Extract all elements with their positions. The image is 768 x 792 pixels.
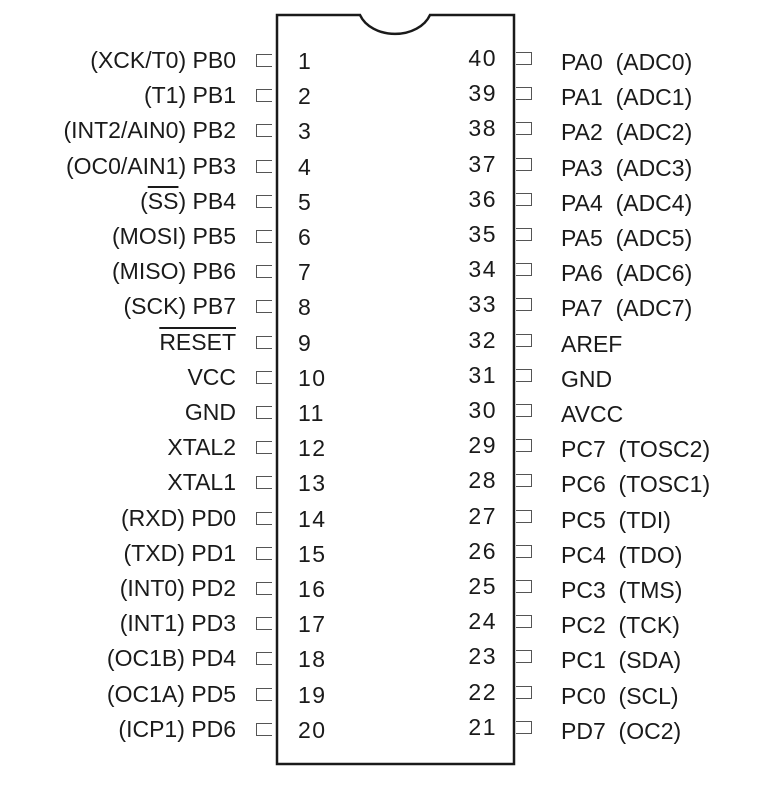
pin-number: 40 — [468, 45, 497, 71]
pin-alt-function: (ADC1) — [615, 84, 693, 111]
pin-number: 38 — [468, 115, 497, 142]
pin-name: PD4 — [191, 645, 236, 672]
right-pin-label — [561, 84, 692, 110]
pin-name: AVCC — [561, 401, 624, 427]
pin-alt-function: (RXD) — [120, 504, 185, 531]
pin-pad — [256, 54, 272, 67]
pin-name: PC6 — [561, 471, 606, 498]
pin-number: 5 — [298, 188, 313, 215]
pin-name: PA0 — [561, 49, 603, 75]
right-pin-label — [561, 260, 692, 286]
right-pin-label — [561, 542, 682, 568]
pin-pad — [256, 617, 272, 630]
left-pin-label — [112, 258, 236, 284]
pin-name: PC1 — [561, 647, 606, 674]
pin-pad — [516, 87, 532, 100]
pin-number: 29 — [468, 432, 497, 459]
pin-alt-function: (ICP1) — [118, 715, 185, 742]
right-pin-label — [561, 49, 692, 75]
pin-number: 9 — [298, 329, 313, 356]
right-pin-label — [561, 471, 710, 497]
left-pin-label — [112, 223, 236, 249]
pin-pad — [516, 474, 532, 487]
pin-number: 19 — [298, 681, 327, 708]
pin-pad — [256, 441, 272, 454]
pin-alt-function: (OC2) — [618, 717, 682, 744]
pin-pad — [256, 476, 272, 489]
left-pin-label — [107, 645, 236, 671]
pin-name: PB7 — [192, 293, 236, 320]
pin-name: GND — [561, 365, 613, 392]
pin-alt-function: (TOSC1) — [618, 471, 711, 498]
pin-pad — [256, 230, 272, 243]
pin-number: 32 — [468, 326, 497, 353]
pin-name: PB6 — [192, 258, 236, 285]
pin-alt-function: (MISO) — [112, 258, 187, 285]
pin-alt-function: (OC1B) — [106, 645, 185, 672]
left-pin-label — [124, 540, 236, 566]
left-pin-label — [107, 681, 236, 707]
right-pin-label — [561, 190, 692, 216]
pin-name: PC0 — [561, 682, 606, 709]
left-pin-label — [118, 716, 236, 742]
pin-alt-function: (ADC4) — [615, 189, 693, 216]
pin-name: PB2 — [192, 117, 236, 144]
pin-alt-function: (SDA) — [618, 647, 682, 674]
right-pin-label — [561, 225, 692, 251]
right-pin-label — [561, 119, 692, 145]
left-pin-label — [140, 188, 236, 214]
left-pin-label — [144, 82, 236, 108]
pin-number: 24 — [468, 608, 497, 635]
pin-number: 12 — [298, 435, 327, 462]
pin-number: 1 — [298, 48, 313, 74]
pin-name: VCC — [187, 363, 236, 390]
pin-pad — [516, 580, 532, 593]
pin-pad — [516, 298, 532, 311]
pin-alt-function: (INT1) — [119, 610, 185, 637]
pin-name: PA3 — [561, 154, 603, 181]
pin-name: PC7 — [561, 436, 606, 463]
pin-name: PA2 — [561, 119, 603, 146]
pin-name: GND — [184, 399, 236, 425]
pin-alt-function: (ADC6) — [615, 260, 693, 287]
pin-pad — [256, 582, 272, 595]
pin-name: PD2 — [191, 575, 236, 601]
pin-name: PA4 — [561, 189, 603, 216]
pin-number: 10 — [298, 364, 327, 391]
left-pin-label — [121, 505, 236, 531]
pin-pad — [516, 439, 532, 452]
pin-number: 21 — [468, 713, 497, 740]
pin-name: PC2 — [561, 612, 606, 639]
pin-name: PA5 — [561, 225, 603, 251]
pin-pad — [256, 547, 272, 560]
pin-number: 23 — [468, 643, 497, 670]
pin-number: 15 — [298, 540, 327, 567]
pin-pad — [516, 510, 532, 523]
pin-pad — [516, 369, 532, 382]
right-pin-label — [561, 683, 679, 709]
pin-number: 31 — [468, 361, 497, 388]
pin-number: 18 — [298, 646, 327, 673]
pin-pad — [256, 300, 272, 313]
left-pin-label — [159, 329, 236, 355]
pin-pad — [516, 122, 532, 135]
pin-number: 25 — [468, 573, 497, 599]
pin-number: 2 — [298, 83, 313, 110]
pin-number: 14 — [298, 505, 327, 532]
pin-alt-function: (T1) — [143, 82, 187, 109]
pin-alt-function: (OC0/AIN1) — [65, 152, 187, 179]
pin-name: PD1 — [191, 539, 236, 566]
pin-pad — [256, 89, 272, 102]
pin-name: PB3 — [192, 152, 236, 179]
pin-pad — [256, 688, 272, 701]
pin-alt-function: (ADC0) — [615, 49, 693, 75]
pin-alt-function: (ADC3) — [615, 154, 693, 181]
pin-alt-function: (INT0) — [119, 575, 185, 601]
pin-number: 3 — [298, 118, 313, 145]
pin-pad — [516, 263, 532, 276]
pin-name: RESET — [159, 328, 236, 355]
pin-name: PD5 — [191, 680, 236, 707]
pin-pad — [256, 195, 272, 208]
pin-pad — [256, 723, 272, 736]
right-pin-label — [561, 647, 681, 673]
left-pin-label — [120, 575, 236, 601]
pin-number: 20 — [298, 716, 327, 743]
pin-number: 30 — [468, 397, 497, 423]
pin-name: PA7 — [561, 295, 603, 322]
pin-name: PA1 — [561, 84, 603, 111]
pin-pad — [256, 652, 272, 665]
left-pin-label — [124, 293, 237, 319]
left-pin-label — [185, 399, 236, 425]
pin-pad — [256, 512, 272, 525]
pin-pad — [516, 721, 532, 734]
right-pin-label — [561, 718, 681, 744]
pin-name: PB1 — [192, 82, 236, 109]
pin-alt-function: (TDI) — [618, 506, 671, 533]
pin-alt-function: (TDO) — [618, 541, 683, 568]
pin-number: 6 — [298, 224, 313, 250]
pin-number: 16 — [298, 576, 327, 602]
left-pin-label — [187, 364, 236, 390]
pin-number: 28 — [468, 467, 497, 494]
pin-number: 4 — [298, 153, 313, 180]
pin-pad — [256, 124, 272, 137]
pin-number: 39 — [468, 80, 497, 107]
right-pin-label — [561, 436, 710, 462]
pin-name: PC3 — [561, 577, 606, 603]
pin-number: 8 — [298, 294, 313, 321]
pin-alt-function: (TCK) — [618, 612, 680, 639]
pin-number: 27 — [468, 502, 497, 529]
pin-pad — [256, 406, 272, 419]
pin-number: 37 — [468, 150, 497, 177]
pin-alt-function: (TXD) — [123, 539, 185, 566]
pin-number: 34 — [468, 256, 497, 283]
pin-name: PA6 — [561, 260, 603, 287]
left-pin-label — [167, 469, 236, 495]
pin-name: PD3 — [191, 610, 236, 637]
pin-number: 7 — [298, 259, 313, 286]
pin-alt-function: $(\overline{SS})$ — [140, 187, 187, 214]
pin-number: 22 — [468, 678, 497, 705]
pin-name: PB4 — [192, 187, 236, 214]
pin-name: AREF — [561, 330, 623, 357]
pin-number: 13 — [298, 470, 327, 497]
pin-pad — [516, 545, 532, 558]
pin-pad — [256, 336, 272, 349]
pin-alt-function: (ADC7) — [615, 295, 693, 322]
pin-pad — [516, 193, 532, 206]
pin-alt-function: (ADC2) — [615, 119, 693, 146]
pin-name: PD0 — [191, 504, 236, 531]
pin-number: 26 — [468, 537, 497, 564]
pin-pad — [516, 228, 532, 241]
pin-pad — [256, 265, 272, 278]
right-pin-label — [561, 401, 623, 427]
left-pin-label — [120, 610, 236, 636]
pin-number: 11 — [298, 400, 325, 426]
right-pin-label — [561, 507, 671, 533]
pin-pad — [256, 371, 272, 384]
pin-name: PB0 — [192, 47, 236, 73]
left-pin-label — [90, 47, 236, 73]
pin-alt-function: (TMS) — [618, 577, 683, 603]
pin-alt-function: (OC1A) — [106, 680, 185, 707]
pin-number: 36 — [468, 185, 497, 212]
right-pin-label — [561, 577, 682, 603]
right-pin-label — [561, 612, 680, 638]
pin-name: XTAL1 — [167, 469, 236, 496]
pin-name: PD6 — [191, 715, 236, 742]
pin-pad — [516, 52, 532, 65]
pin-pad — [516, 650, 532, 663]
pin-name: PB5 — [192, 223, 236, 249]
pin-pad — [516, 686, 532, 699]
pin-number: 17 — [298, 611, 327, 638]
pin-number: 35 — [468, 221, 497, 247]
pin-alt-function: (SCK) — [123, 293, 187, 320]
pin-name: PC5 — [561, 506, 606, 533]
pin-alt-function: (TOSC2) — [618, 436, 711, 463]
pin-alt-function: (XCK/T0) — [90, 47, 187, 73]
pin-alt-function: (INT2/AIN0) — [63, 117, 187, 144]
pin-number: 33 — [468, 291, 497, 318]
right-pin-label — [561, 155, 692, 181]
pin-alt-function: (ADC5) — [615, 225, 693, 251]
pin-alt-function: (MOSI) — [112, 223, 187, 249]
pin-pad — [256, 160, 272, 173]
pin-name: PD7 — [561, 717, 606, 744]
right-pin-label — [561, 366, 612, 392]
left-pin-label — [63, 117, 236, 143]
pin-alt-function: (SCL) — [618, 682, 679, 709]
left-pin-label — [66, 153, 236, 179]
right-pin-label — [561, 295, 692, 321]
pin-name: PC4 — [561, 541, 606, 568]
pin-pad — [516, 158, 532, 171]
pin-name: XTAL2 — [167, 434, 236, 461]
pin-pad — [516, 404, 532, 417]
pin-pad — [516, 334, 532, 347]
right-pin-label — [561, 331, 622, 357]
pin-pad — [516, 615, 532, 628]
left-pin-label — [167, 434, 236, 460]
